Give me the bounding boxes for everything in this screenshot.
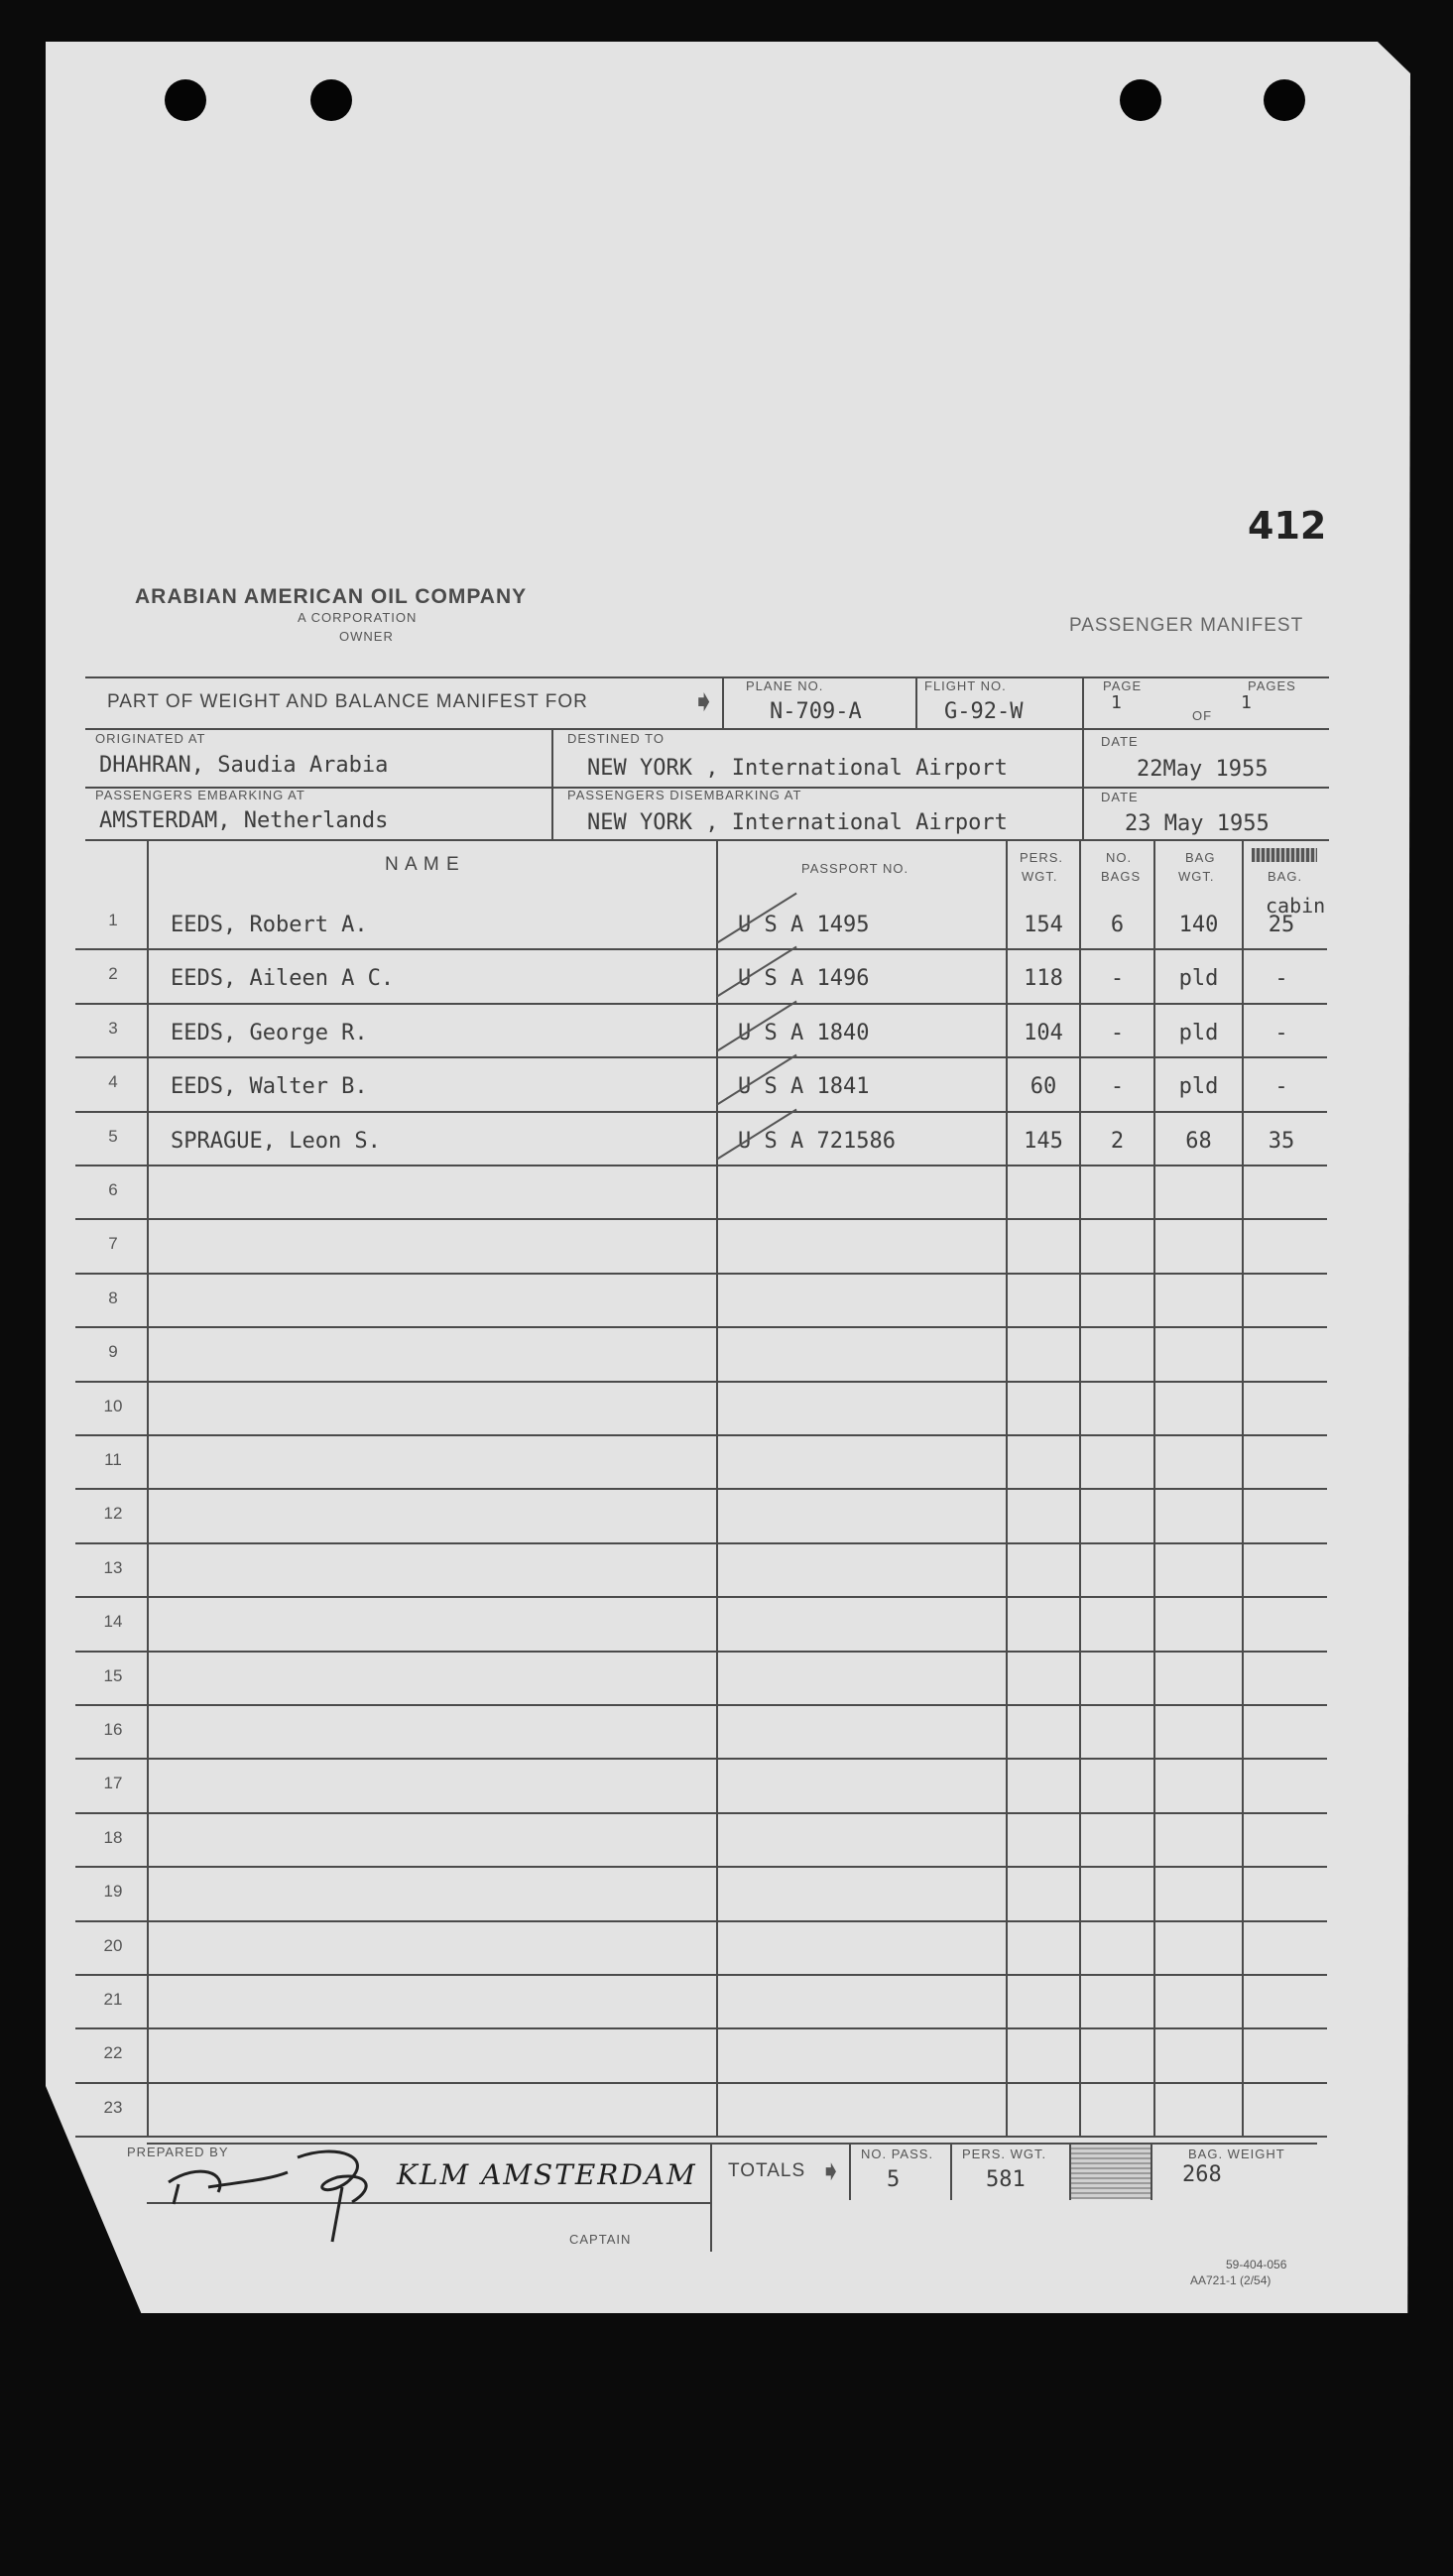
originated-label: ORIGINATED AT bbox=[95, 731, 206, 746]
signature-scrawl bbox=[139, 2143, 407, 2242]
page-value: 1 bbox=[1111, 692, 1122, 713]
no-bags: - bbox=[1110, 1020, 1125, 1045]
totals-label: TOTALS bbox=[728, 2160, 806, 2181]
row-number: 21 bbox=[103, 1990, 123, 2009]
form-code-2: AA721-1 (2/54) bbox=[1190, 2273, 1271, 2287]
pers-wgt: 118 bbox=[1024, 966, 1063, 992]
page-label: PAGE bbox=[1103, 678, 1143, 693]
col-passport: PASSPORT NO. bbox=[801, 861, 909, 876]
date-disembarking: 23 May 1955 bbox=[1125, 811, 1270, 836]
cabin-bag: 25 bbox=[1268, 913, 1295, 937]
row-number: 6 bbox=[108, 1180, 118, 1199]
passenger-name: SPRAGUE, Leon S. bbox=[171, 1128, 381, 1154]
passport-no: U S A 721586 bbox=[738, 1128, 896, 1154]
embarking-value: AMSTERDAM, Netherlands bbox=[99, 808, 389, 833]
manifest-paper bbox=[46, 42, 1410, 2313]
row-number: 14 bbox=[103, 1612, 123, 1632]
passenger-name: EEDS, Aileen A C. bbox=[171, 966, 395, 992]
passport-no: U S A 1496 bbox=[738, 966, 870, 992]
disembarking-label: PASSENGERS DISEMBARKING AT bbox=[567, 788, 802, 802]
passport-no: U S A 1495 bbox=[738, 913, 870, 937]
form-title: PASSENGER MANIFEST bbox=[1069, 615, 1304, 636]
pers-wgt: 145 bbox=[1024, 1128, 1063, 1154]
bag-weight-label: BAG. WEIGHT bbox=[1188, 2147, 1285, 2161]
date-originated: 22May 1955 bbox=[1137, 757, 1269, 782]
row-number: 5 bbox=[108, 1126, 118, 1146]
destined-label: DESTINED TO bbox=[567, 731, 665, 746]
cabin-bag: - bbox=[1274, 966, 1288, 992]
row-number: 13 bbox=[103, 1557, 123, 1577]
punch-hole bbox=[310, 79, 352, 121]
pers-wgt: 154 bbox=[1024, 913, 1063, 937]
row-number: 4 bbox=[108, 1072, 118, 1092]
pages-label: PAGES bbox=[1248, 678, 1296, 693]
no-bags: 2 bbox=[1110, 1128, 1125, 1154]
originated-value: DHAHRAN, Saudia Arabia bbox=[99, 753, 389, 778]
col-bagwgt-2: WGT. bbox=[1178, 869, 1215, 884]
plane-no-label: PLANE NO. bbox=[746, 678, 824, 693]
cabin-bag: 35 bbox=[1268, 1128, 1295, 1154]
date-label-2: DATE bbox=[1101, 790, 1139, 804]
col-bags-1: NO. bbox=[1106, 850, 1133, 865]
plane-no: N-709-A bbox=[770, 699, 862, 724]
row-number: 7 bbox=[108, 1234, 118, 1254]
col-bagwgt-1: BAG bbox=[1185, 850, 1216, 865]
col-cabin-1: cabin bbox=[1266, 894, 1326, 918]
row-number: 11 bbox=[104, 1450, 122, 1469]
no-bags: - bbox=[1110, 966, 1125, 992]
row-number: 12 bbox=[103, 1504, 123, 1524]
company-name: ARABIAN AMERICAN OIL COMPANY bbox=[135, 585, 528, 608]
punch-hole bbox=[1120, 79, 1161, 121]
flight-no-label: FLIGHT NO. bbox=[924, 678, 1007, 693]
captain-label: CAPTAIN bbox=[569, 2232, 632, 2247]
bag-wgt: pld bbox=[1178, 1074, 1219, 1100]
row-number: 8 bbox=[108, 1288, 118, 1307]
bag-wgt: pld bbox=[1178, 966, 1219, 992]
row-number: 20 bbox=[103, 1935, 123, 1955]
bag-wgt: pld bbox=[1178, 1020, 1219, 1045]
of-label: OF bbox=[1192, 708, 1213, 723]
date-label: DATE bbox=[1101, 734, 1139, 749]
prepared-by-label: PREPARED BY bbox=[127, 2145, 229, 2159]
bag-weight: 268 bbox=[1182, 2162, 1222, 2187]
row-number: 22 bbox=[103, 2043, 123, 2063]
row-number: 9 bbox=[108, 1342, 118, 1362]
row-number: 2 bbox=[108, 964, 118, 984]
destined-value: NEW YORK , International Airport bbox=[587, 756, 1008, 781]
company-line2: A CORPORATION bbox=[298, 610, 418, 625]
col-pers-2: WGT. bbox=[1022, 869, 1058, 884]
cabin-bag: - bbox=[1274, 1074, 1288, 1100]
no-pass: 5 bbox=[887, 2167, 901, 2192]
cabin-bag: - bbox=[1274, 1020, 1288, 1045]
no-bags: 6 bbox=[1110, 913, 1125, 937]
punch-hole bbox=[165, 79, 206, 121]
row-number: 18 bbox=[103, 1827, 123, 1847]
arrow-marker-icon: ➧ bbox=[691, 685, 717, 718]
company-line3: OWNER bbox=[339, 629, 394, 644]
passenger-name: EEDS, Robert A. bbox=[171, 913, 368, 937]
col-pers-1: PERS. bbox=[1020, 850, 1064, 865]
col-bags-2: BAGS bbox=[1101, 869, 1142, 884]
passport-no: U S A 1840 bbox=[738, 1020, 870, 1045]
row-number: 3 bbox=[108, 1018, 118, 1038]
row-number: 10 bbox=[103, 1396, 123, 1415]
row-number: 19 bbox=[103, 1882, 123, 1901]
row-number: 16 bbox=[103, 1720, 123, 1739]
form-code-1: 59-404-056 bbox=[1226, 2258, 1287, 2271]
pers-wgt-label: PERS. WGT. bbox=[962, 2147, 1047, 2161]
totals-arrow-icon: ➧ bbox=[819, 2155, 843, 2186]
row-number: 1 bbox=[108, 911, 118, 929]
totals-hatch bbox=[1071, 2145, 1150, 2199]
passenger-name: EEDS, Walter B. bbox=[171, 1074, 368, 1100]
no-bags: - bbox=[1110, 1074, 1125, 1100]
embarking-label: PASSENGERS EMBARKING AT bbox=[95, 788, 305, 802]
row-number: 15 bbox=[103, 1665, 123, 1685]
pers-wgt: 60 bbox=[1029, 1074, 1057, 1100]
disembarking-value: NEW YORK , International Airport bbox=[587, 810, 1008, 835]
page-number: 412 bbox=[1248, 504, 1327, 548]
part-of-label: PART OF WEIGHT AND BALANCE MANIFEST FOR bbox=[107, 691, 588, 712]
col-name: N A M E bbox=[385, 854, 460, 875]
col-cabin-2: BAG. bbox=[1268, 869, 1303, 884]
signature: KLM AMSTERDAM bbox=[397, 2158, 697, 2191]
no-pass-label: NO. PASS. bbox=[861, 2147, 934, 2161]
pages-value: 1 bbox=[1241, 692, 1252, 713]
passenger-name: EEDS, George R. bbox=[171, 1020, 368, 1045]
bag-wgt: 68 bbox=[1185, 1128, 1212, 1154]
bag-wgt: 140 bbox=[1178, 913, 1219, 937]
pers-wgt: 581 bbox=[986, 2167, 1026, 2192]
punch-hole bbox=[1264, 79, 1305, 121]
row-number: 17 bbox=[103, 1774, 123, 1793]
flight-no: G-92-W bbox=[944, 699, 1024, 724]
row-number: 23 bbox=[103, 2097, 123, 2117]
strikeout-mark bbox=[1252, 848, 1317, 862]
passport-no: U S A 1841 bbox=[738, 1074, 870, 1100]
pers-wgt: 104 bbox=[1024, 1020, 1063, 1045]
